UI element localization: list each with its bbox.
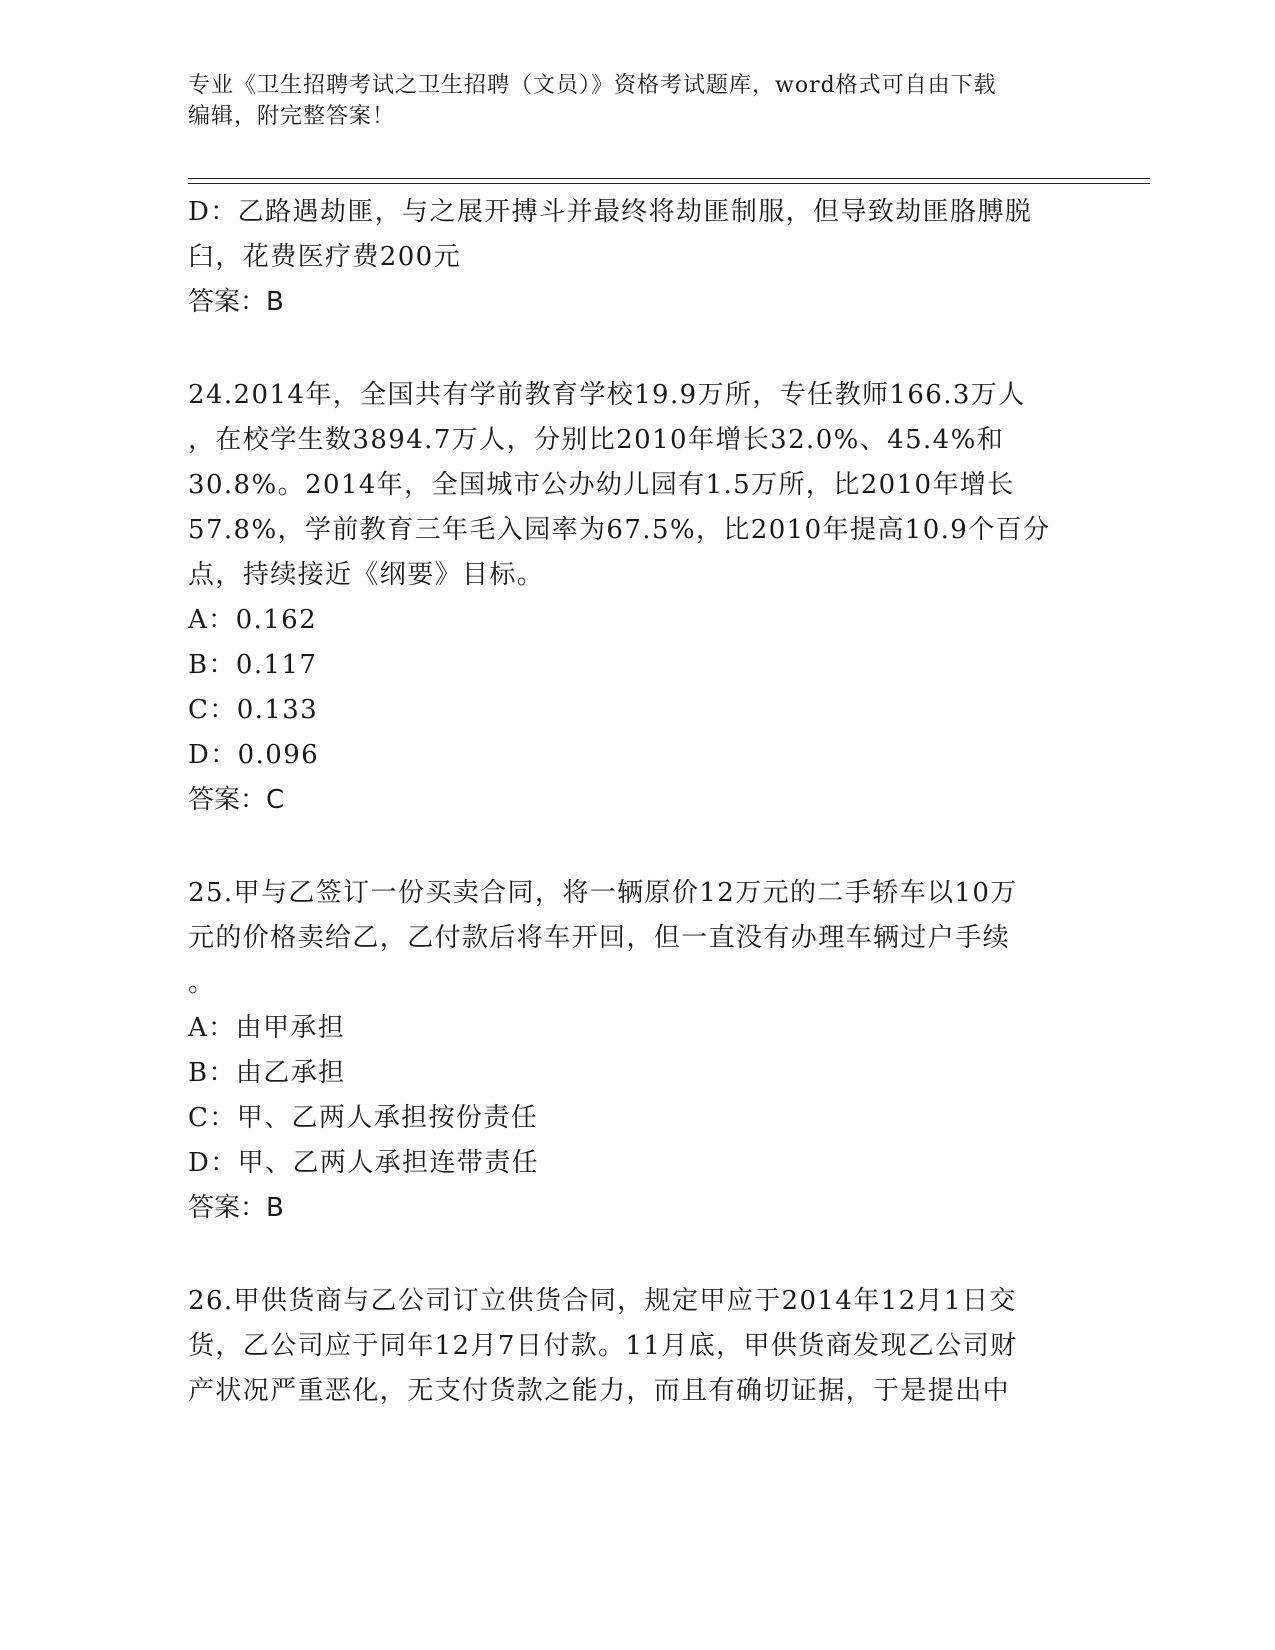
question-24-stem-line: 24.2014年，全国共有学前教育学校19.9万所，专任教师166.3万人 <box>188 380 1026 410</box>
page-header <box>188 70 1088 132</box>
question-26-stem-line: 产状况严重恶化，无支付货款之能力，而且有确切证据，于是提出中 <box>188 1376 1011 1406</box>
question-24-stem-line: 57.8%，学前教育三年毛入园率为67.5%，比2010年提高10.9个百分 <box>188 515 1051 545</box>
header-line-2: 编辑，附完整答案！ <box>188 104 396 129</box>
question-25-option-c: C：甲、乙两人承担按份责任 <box>188 1103 539 1133</box>
question-25-option-b: B：由乙承担 <box>188 1058 346 1088</box>
header-divider-top <box>188 178 1150 179</box>
question-25-option-d: D：甲、乙两人承担连带责任 <box>188 1148 540 1178</box>
answer-23: 答案：B <box>188 287 284 317</box>
spacer <box>188 1231 1088 1279</box>
question-25-option-a: A：由甲承担 <box>188 1013 346 1043</box>
question-25-stem-line: 25.甲与乙签订一份买卖合同，将一辆原价12万元的二手轿车以10万 <box>188 878 1018 908</box>
option-d-line-1: D：乙路遇劫匪，与之展开搏斗并最终将劫匪制服，但导致劫匪胳膊脱 <box>188 197 1033 227</box>
question-24 <box>188 373 1088 823</box>
question-24-stem-line: ，在校学生数3894.7万人，分别比2010年增长32.0%、45.4%和 <box>188 425 1005 455</box>
question-23-tail <box>188 190 1088 325</box>
question-26 <box>188 1279 1088 1414</box>
question-25 <box>188 871 1088 1231</box>
question-25-stem-line: 。 <box>188 968 216 998</box>
question-24-option-d: D：0.096 <box>188 740 320 770</box>
question-24-option-a: A：0.162 <box>188 605 318 635</box>
option-d-line-2: 臼，花费医疗费200元 <box>188 242 462 272</box>
spacer <box>188 325 1088 373</box>
spacer <box>188 823 1088 871</box>
question-content <box>188 190 1088 1414</box>
question-24-option-c: C：0.133 <box>188 695 319 725</box>
header-line-1: 专业《卫生招聘考试之卫生招聘（文员）》资格考试题库，word格式可自由下载 <box>188 73 997 98</box>
question-24-option-b: B：0.117 <box>188 650 318 680</box>
question-26-stem-line: 货，乙公司应于同年12月7日付款。11月底，甲供货商发现乙公司财 <box>188 1331 1018 1361</box>
question-24-stem-line: 点，持续接近《纲要》目标。 <box>188 560 545 590</box>
answer-25: 答案：B <box>188 1193 284 1223</box>
header-divider-bottom <box>188 183 1150 184</box>
answer-24: 答案：C <box>188 785 285 815</box>
question-26-stem-line: 26.甲供货商与乙公司订立供货合同，规定甲应于2014年12月1日交 <box>188 1286 1017 1316</box>
question-24-stem-line: 30.8%。2014年，全国城市公办幼儿园有1.5万所，比2010年增长 <box>188 470 1015 500</box>
question-25-stem-line: 元的价格卖给乙，乙付款后将车开回，但一直没有办理车辆过户手续 <box>188 923 1011 953</box>
